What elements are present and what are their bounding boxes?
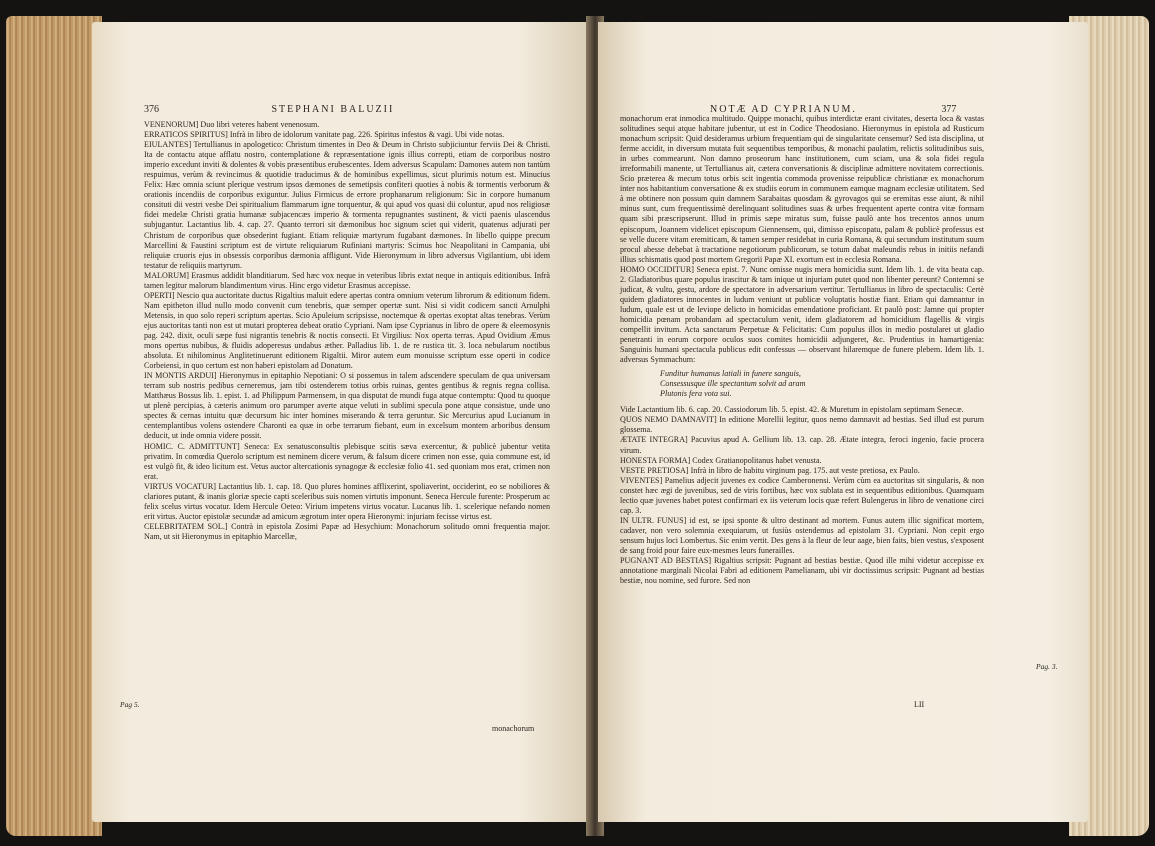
left-margin-note: Pag 5.: [120, 700, 140, 709]
paragraph: MALORUM] Erasmus addidit blanditiarum. Sed hæc vox neque in veteribus libris extat neque in antiquis editionibus. Infrà tamen legitur malorum blandimentum virus. Hinc ergo videtur Erasmus accepisse.: [144, 270, 550, 290]
right-page: [598, 22, 1088, 822]
left-body-text: [144, 120, 550, 542]
verse-line: Plutonis fera vota sui.: [660, 389, 732, 399]
left-header: [144, 104, 394, 115]
paragraph: OPERTI] Nescio qua auctoritate ductus Rigaltius maluit edere apertas contra omnium veterum librorum & editionum fidem. Nam epitheton illud nullo modo convenit cum tenebris, quæ semper opertæ sunt. Nisi si vidit codicem sancti Arnulphi Metensis, in quo solo reperi scriptum apertas. Scio Apuleium scripsisse, noctemque & opertas exoptat altas tenebras. Verùm ejus auctoritas tanti non est ut mutari propterea debeat oratio Cypriani. Nam ipse Cyprianus in libro de opere & eleemosynis pag. 242. dixit, oculi sæpe fusi nigrantis tenebris & noctis consecti. Et Virgilius: Nox operta terras. Apud Ovidium Æmus mons opertus nubibus, & fluidis adoperesus undabus æther. Palladius lib. 1. de re rustica tit. 3. loca nebularum noctibus absoluta. Et nihilominus Anglitetinuerunt editionem Rigaltii. Miror autem eum monuisse scriptum esse operti in codice Corbeiensi, in quo certum est non haberi epistolam ad Donatum.: [144, 290, 550, 371]
paragraph: ÆTATE INTEGRA] Pacuvius apud A. Gellium lib. 13. cap. 28. Ætate integra, feroci ingenio, facie procera virum.: [620, 435, 984, 455]
left-page-edges: [6, 16, 102, 836]
paragraph: monachorum erat inmodica multitudo. Quippe monachi, quibus interdictæ erant civitates, deserta loca & vastas solitudines sequi atque habitare jubentur, ut est in Codice Theodosiano. Hieronymus in epistola ad Rusticum monachum scripsit: Quid desideramus urbium frequentiam qui de singularitate censemur? Sed ista disciplina, ut ferme accidit, in diversum mutata fuit sequentibus temporibus, & monachi paulatim, relictis solitudinibus suis, in urbes commearunt. Non damno proseorum hanc institutionem, cum sciam, una & sola fidei regula irreformabili manente, ut Tertullianus ait, cætera conversationis & disciplinæ admittere novitatem correctionis. Scio præterea & mecum totus orbis scit ingentia commoda provenisse reipublicæ christianæ ex monachorum inter nos habitantium conversatione & ex studiis eorum in communem eamque magnam ecclesiæ utilitatem. Sed à me obtinere non possum quin damnem Sarabaitas quosdam & gyrovagos qui se eremitas esse aiunt, & nihil minus sunt, cum frequentissimè derelinquant solitudines suas & urbes frequentent aperte contra vitæ formam quam sibi præscripserunt. Illud in primis sæpe miratus sum, fuisse paulò ante hos trecentos annos unum episcopum, Joannem videlicet episcopum Giennensem, qui, dimisso episcopatu, palam & publicè professus est se velle ducere vitam eremiticam, & tamen semper residebat in curia Romana, & qui secundum institutum suum procul abesse debebat à tractatione negotiorum publicorum, se totum dabat maleundis rebus in initiis nefandi illius schismatis quod post mortem Gregorii Papæ XI. exortum est in ecclesia Romana.: [620, 114, 984, 264]
paragraph: CELEBRITATEM SOL.] Contrà in epistola Zosimi Papæ ad Hesychium: Monachorum solitudo omni frequentia major. Nam, ut sit Hieronymus in epitaphio Marcellæ,: [144, 521, 550, 541]
paragraph: HONESTA FORMA] Codex Gratianopolitanus habet venusta.: [620, 455, 822, 465]
paragraph: PUGNANT AD BESTIAS] Rigaltius scripsit: Pugnant ad bestias bestiæ. Quod ille mihi videtur accepisse ex annotatione marginali Nicolai Fabri ad editionem Pamelianam, ubi vir doctissimus scripsit: Pugnant ad bestias bestiæ, nou nomine, sed furore. Sed non: [620, 556, 984, 586]
paragraph: VENENORUM] Duo libri veteres habent venenosum.: [144, 120, 320, 129]
paragraph: VIVENTES] Pamelius adjecit juvenes ex codice Camberonensi. Verùm cùm ea auctoritas sit singularis, & non constet hæc ægi de juvenibus, sed de viris fortibus, hæc vox sublata est in sequentibus editionibus. Quamquam lectio quæ juvenes habet potest confirmari ex iis veterum locis quæ refert Bulengerus in libro de venatione circi cap. 3.: [620, 475, 984, 515]
verse-line: Funditur humanus latiali in funere sanguis,: [660, 369, 801, 379]
right-catchword: LII: [914, 700, 925, 709]
right-paragraphs-before-quote: [620, 114, 984, 365]
paragraph: HOMO OCCIDITUR] Seneca epist. 7. Nunc omisse nugis mera homicidia sunt. Idem lib. 1. de vita beata cap. 2. Gladiatoribus quare populus irascitur & tam inique ut injuriam putet quod non libenter pereunt? Contemni se judicat, & vultu, gestu, ardore de spectatore in adversarium vertitur. Tertullianus in libro de spectaculis: Certè quidem gladiatores innocentes in ludum veniunt ut publicæ voluptatis hostiæ fiant. Etiam qui damnantur in ludum, quale est ut de levioре delicto in homicidas emendatione proficiant. Et paulò post: Jamne qui propter homicidia pœnam probandam ad spectaculum venit, idem gladiatorem ad homicidium flagellis & virgis compellit invitum. Acta sanctarum Perpetuæ & Felicitatis: Cum populus illos in medio postularet ut gladio penetranti in eorum corpore oculos suos comites homicidii adjungeret, &c. Prudentius in hamartigenia: Sanguinis humani spectacula publicus edit confessus — observant hilaremque de funere plebem. Idem lib. 1. adversus Symmachum:: [620, 264, 984, 365]
left-catchword: monachorum: [492, 724, 535, 733]
paragraph: VIRTUS VOCATUR] Lactantius lib. 1. cap. 18. Quo plures homines afflixerint, spoliaverint, occiderint, eo se nobiliores & clariores putant, & inanis gloriæ specie capti sceleribus suis nomen virtutis imponunt. Seneca Hercule furente: Prosperum ac felix scelus virtus vocatur. Idem Hercule Oeteo: Virium impetens virtus vocatur. Lucanus lib. 1. scelerique nefando nomen erit virtus. Auctor epistolæ secundæ ad amicum ægrotum inter opera Hieronymi: injuriam fecisse virtus est.: [144, 481, 550, 521]
right-running-head: NOTÆ AD CYPRIANUM.: [710, 104, 857, 115]
verse-quote: [620, 369, 984, 399]
verse-line: Consessusque ille spectantum solvit ad aram: [660, 379, 806, 389]
right-body-text: [620, 114, 984, 586]
right-margin-note: Pag. 3.: [1036, 662, 1058, 671]
open-book: [6, 16, 1149, 836]
paragraph: EIULANTES] Tertullianus in apologetico: Christum timentes in Deo & Deum in Christo subjiciuntur ferviis Dei & Christi. Ita de contactu atque afflatu nostro, contemplatione & repræsentatione ignis illius correpti, etiam de corporibus nostro imperio excedunt inviti & dolentes & vobis præsentibus erubescentes. Idem adversus Scapulam: Damones autem non tantùm respuimus, verùm & revincimus & quotidie traducimus & de hominibus expellimus, sicut plurimis notum est. Minucius Felix: Hæc omnia sciunt plerique vestrum ipsos dæmones de semetipsis confiteri quoties à nobis & tormentis verborum & orationis incendiis de corporibus exiguntur. Julius Firmicus de errore prophanarum religionum: Sic in corpore humanum consituti dii vestri vesbe Dei spiritualium flammarum igne torquentur, & qui apud vos quasi dii coluntur, apud nos religiosæ fidei medelæ Christi gratia humanæ subjacencæs imperio & tormenta repugnantes sustinent, & victi paenis ulascendus subjugantur. Lactantius lib. 4. cap. 27. Quanto terrori sit dæmonibus hoc signum sciet qui viderit, quatenus adjurati per Christum de corporibus quæ obsederint fugiant. Etiam reliquiæ martyrum fugabant dæmones. In libello quippe precum Marcellini & Faustini scriptum est de virtute reliquiarum Rufiniani martyris: Scimus hoc Neapolitani in Campania, ubi reliquiæ cruoris ejus in obsessis corporibus dæmonia affligunt. Vide Hieronymum in libro adversus Vigilantium, ubi idem testatur de reliquiis martyrum.: [144, 140, 550, 270]
left-page: [92, 22, 592, 822]
paragraph: HOMIC. C. ADMITTUNT] Seneca: Ex senatusconsultis plebisque scitis sæva exercentur, & publicè jubentur vetita privatim. In comœdia Querolo scriptum est neminem dicere verum, & falsum dicere crimen non esse, quia commune est, id est vulgò fit, & ideo licitum est. Vetus auctor altercationis synagogæ & ecclesiæ folio 41. sed quoniam mos erat, crimen non erat.: [144, 441, 550, 481]
paragraph: ERRATICOS SPIRITUS] Infrà in libro de idolorum vanitate pag. 226. Spiritus infestos & vagi. Ubi vide notas.: [144, 130, 505, 140]
paragraph: IN MONTIS ARDUI] Hieronymus in epitaphio Nepotiani: O si possemus in talem adscendere speculam de qua universam terram sub nostris pedibus cerneremus, jam tibi ostenderem totius orbis ruinas, gentes gentibus & regnis regna collisa. Matthæus Bossus lib. 1. epist. 1. ad Philippum Parmensem, in qua disputat de mundi fuga atque contemptu: Quod tu quoque ut plenè percipias, à cæteris animum oro parumper averte atque veluti in sublimi specula pone atque consistue, unde uno spectes & cernas intuitu quæ decursum hic inter homines miserando & terra geruntur. Sic Mercurius apud Lucianum in centemplantibus volens ostendere Charonti ea quæ in orbe terrarum fiebant, eum in excelsum montem arboribus densum deducit, ut inde omnia videre possit.: [144, 371, 550, 441]
left-page-number: 376: [144, 104, 159, 115]
paragraph: IN ULTR. FUNUS] id est, se ipsi sponte & ultro destinant ad mortem. Funus autem illic significat mortem, cadaver, non vero solemnia exequiarum, ut fusiùs ostendemus ad epistolam 31. Cypriani. Non cepit ergo sensum hujus loci Lombertus. Sic enim vertit. Des gens à la fleur de leur aage, bien faits, bien vestus, s'exposent de sang froid pour faire eux-mesmes leurs funerailles.: [620, 515, 984, 555]
paragraph: VESTE PRETIOSA] Infrà in libro de habitu virginum pag. 175. aut veste pretiosa, ex Paulo.: [620, 465, 920, 475]
paragraph: Vide Lactantium lib. 6. cap. 20. Cassiodorum lib. 5. epist. 42. & Muretum in epistolam septimam Senecæ.: [620, 405, 964, 415]
right-page-number: 377: [941, 104, 957, 115]
paragraph: QUOS NEMO DAMNAVIT] In editione Morellii legitur, quos nemo damnavit ad bestias. Sed illud est purum glossema.: [620, 415, 984, 435]
left-running-head: STEPHANI BALUZII: [271, 104, 395, 115]
right-paragraphs-after-quote: [620, 405, 984, 586]
